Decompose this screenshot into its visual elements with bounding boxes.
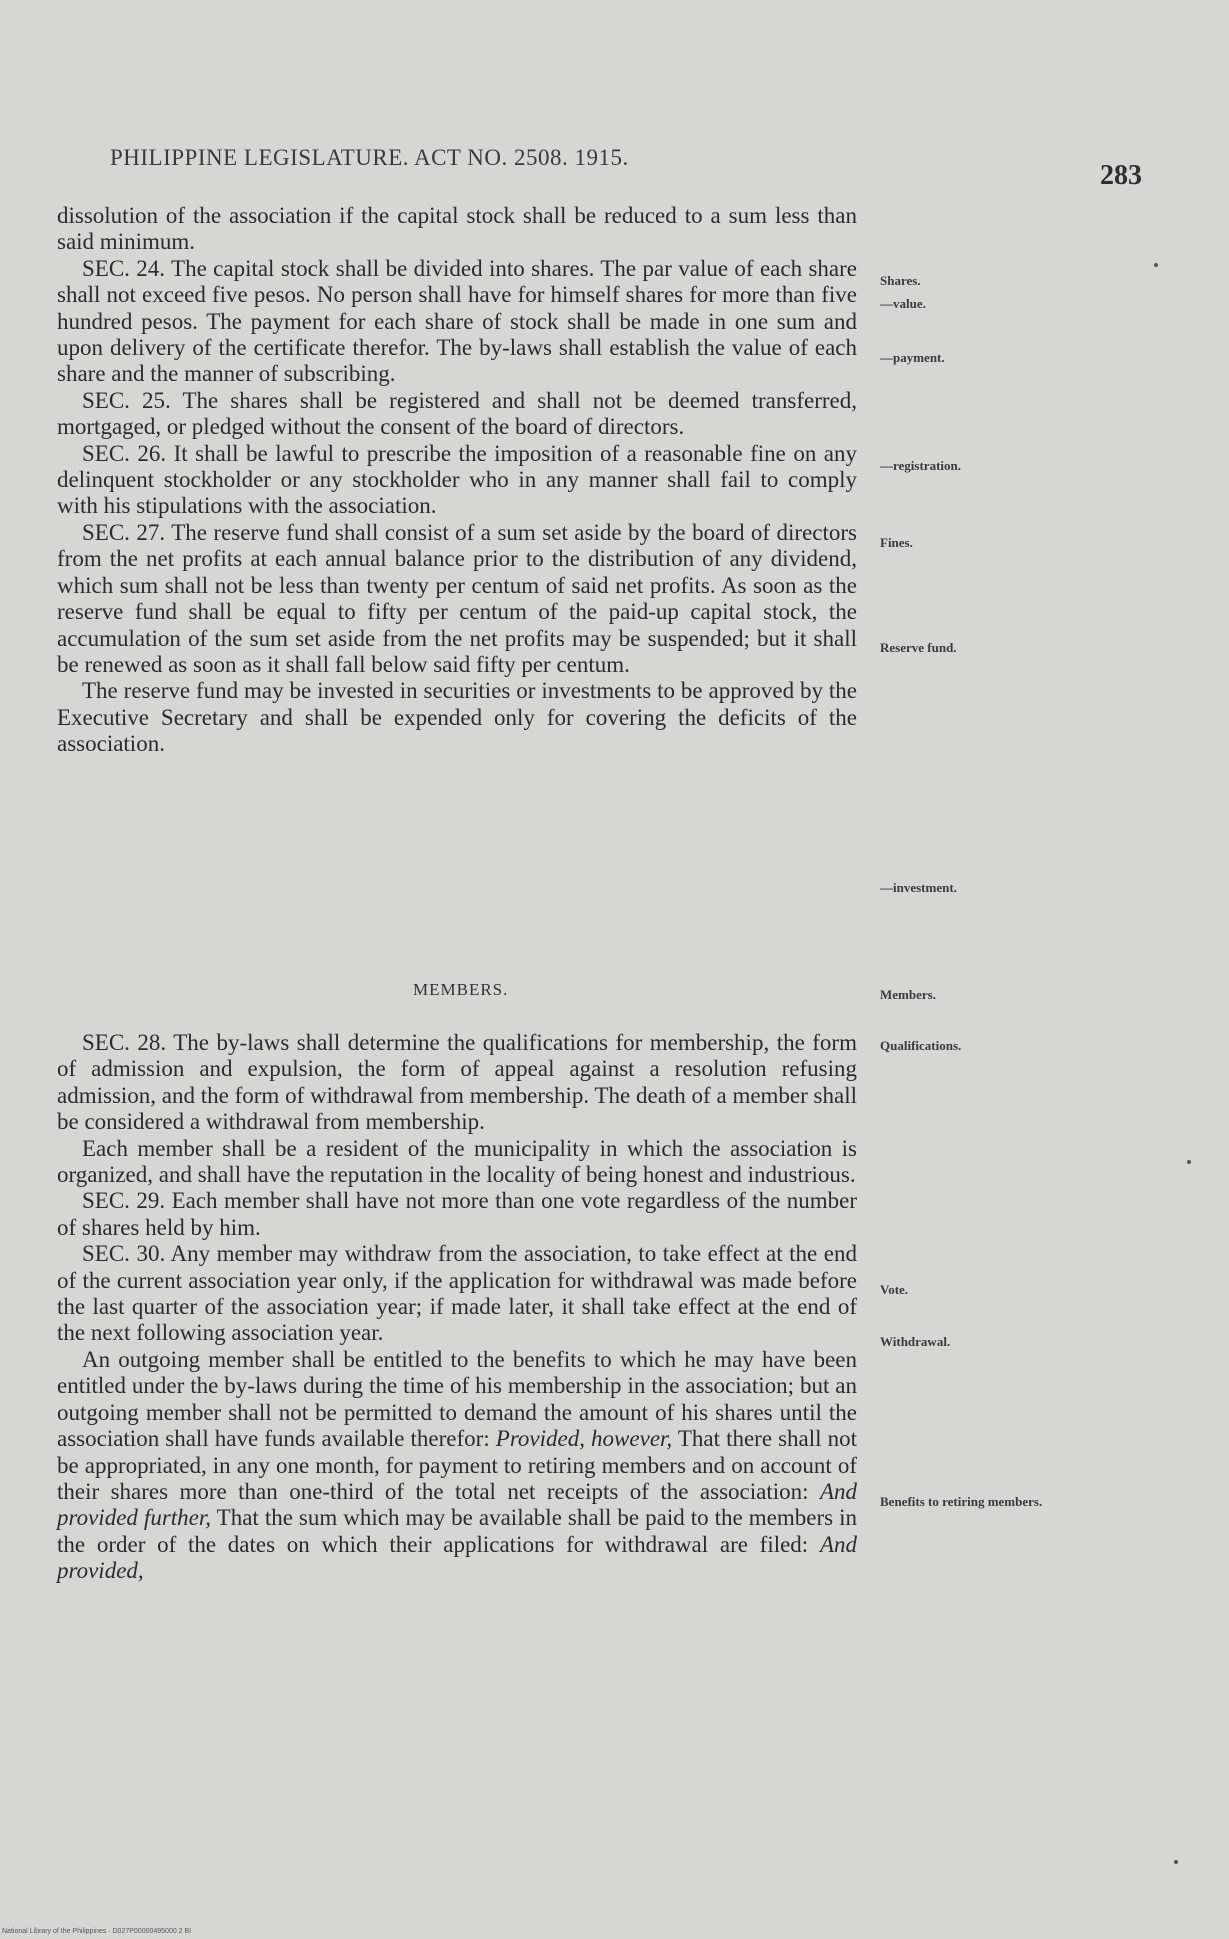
margin-note-vote: Vote. xyxy=(880,1282,909,1297)
body-text-block-2 xyxy=(57,1030,857,1585)
margin-note-payment: —payment. xyxy=(880,350,945,365)
paragraph-continuation: dissolution of the association if the capital stock shall be reduced to a sum less than said minimum. xyxy=(57,203,857,255)
margin-note-reserve-fund: Reserve fund. xyxy=(880,640,957,655)
paragraph-reserve-investment: The reserve fund may be invested in securities or investments to be approved by the Executive Secretary and shall be expended only for covering the deficits of the association. xyxy=(57,678,857,757)
scan-speck xyxy=(1187,1160,1191,1164)
paragraph-sec-24: SEC. 24. The capital stock shall be divided into shares. The par value of each share shall not exceed five pesos. No person shall have for himself shares for more than five hundred pesos. The payment for each share of stock shall be made in one sum and upon delivery of the certificate therefor. The by-laws shall establish the value of each share and the manner of subscribing. xyxy=(57,255,857,387)
page-number: 283 xyxy=(1100,160,1142,191)
paragraph-sec-28: SEC. 28. The by-laws shall determine the qualifications for membership, the form of admission and expulsion, the form of appeal against a resolution refusing admission, and the form of withdrawal from membership. The death of a member shall be considered a withdrawal from membership. xyxy=(57,1030,857,1135)
scan-speck xyxy=(1154,263,1158,267)
italic-proviso: Provided, however, xyxy=(495,1426,673,1452)
body-text-block-1 xyxy=(57,203,857,758)
scan-footer: National Library of the Philippines · D027P00000495000 2 BI xyxy=(2,1928,192,1935)
paragraph-sec-30: SEC. 30. Any member may withdraw from the association, to take effect at the end of the current association year only, if the application for withdrawal was made before the last quarter of the association year; if made later, it shall take effect at the end of the next following association year. xyxy=(57,1241,857,1346)
margin-note-fines: Fines. xyxy=(880,535,913,550)
paragraph-residency: Each member shall be a resident of the municipality in which the association is organized, and shall have the reputation in the locality of being honest and industrious. xyxy=(57,1135,857,1188)
italic-proviso: And provided further, xyxy=(57,1478,857,1531)
margin-note-withdrawal: Withdrawal. xyxy=(880,1334,951,1349)
paragraph-sec-29: SEC. 29. Each member shall have not more than one vote regardless of the number of shares held by him. xyxy=(57,1188,857,1240)
margin-note-qualifications: Qualifications. xyxy=(880,1038,962,1053)
margin-note-value: —value. xyxy=(880,296,926,311)
text-span: That the sum which may be available shall be paid to the members in the order of the dates on which their applications for withdrawal are filed: xyxy=(57,1505,858,1557)
paragraph-sec-26: SEC. 26. It shall be lawful to prescribe the imposition of a reasonable fine on any delinquent stockholder or any stockholder who in any manner shall fail to comply with his stipulations with the association. xyxy=(57,440,857,519)
section-heading-members: MEMBERS. xyxy=(413,980,509,999)
margin-note-registration: —registration. xyxy=(880,458,961,473)
text-span: An outgoing member shall be entitled to the benefits to which he may have been entitled under the by-laws during the time of his membership in the association; but an outgoing member shall not be permitted to demand the amount of his shares until the association shall have funds available therefor: xyxy=(57,1346,857,1452)
paragraph-outgoing-member xyxy=(57,1347,857,1585)
text-span: That there shall not be appropriated, in any one month, for payment to retiring members and on account of their shares more than one-third of the total net receipts of the association: xyxy=(57,1426,858,1504)
margin-note-shares: Shares. xyxy=(880,273,921,288)
margin-note-investment: —investment. xyxy=(880,880,957,895)
scan-speck xyxy=(1174,1860,1178,1864)
paragraph-sec-25: SEC. 25. The shares shall be registered and shall not be deemed transferred, mortgaged, or pledged without the consent of the board of directors. xyxy=(57,387,857,440)
margin-note-members: Members. xyxy=(880,987,936,1002)
running-header: PHILIPPINE LEGISLATURE. ACT NO. 2508. 1915. xyxy=(110,145,629,170)
paragraph-sec-27: SEC. 27. The reserve fund shall consist of a sum set aside by the board of directors from the net profits at each annual balance prior to the distribution of any dividend, which sum shall not be less than twenty per centum of said net profits. As soon as the reserve fund shall be equal to fifty per centum of the paid-up capital stock, the accumulation of the sum set aside from the net profits may be suspended; but it shall be renewed as soon as it shall fall below said fifty per centum. xyxy=(57,519,857,677)
margin-note-benefits: Benefits to retiring members. xyxy=(880,1494,1043,1509)
italic-proviso: And provided, xyxy=(57,1531,857,1584)
